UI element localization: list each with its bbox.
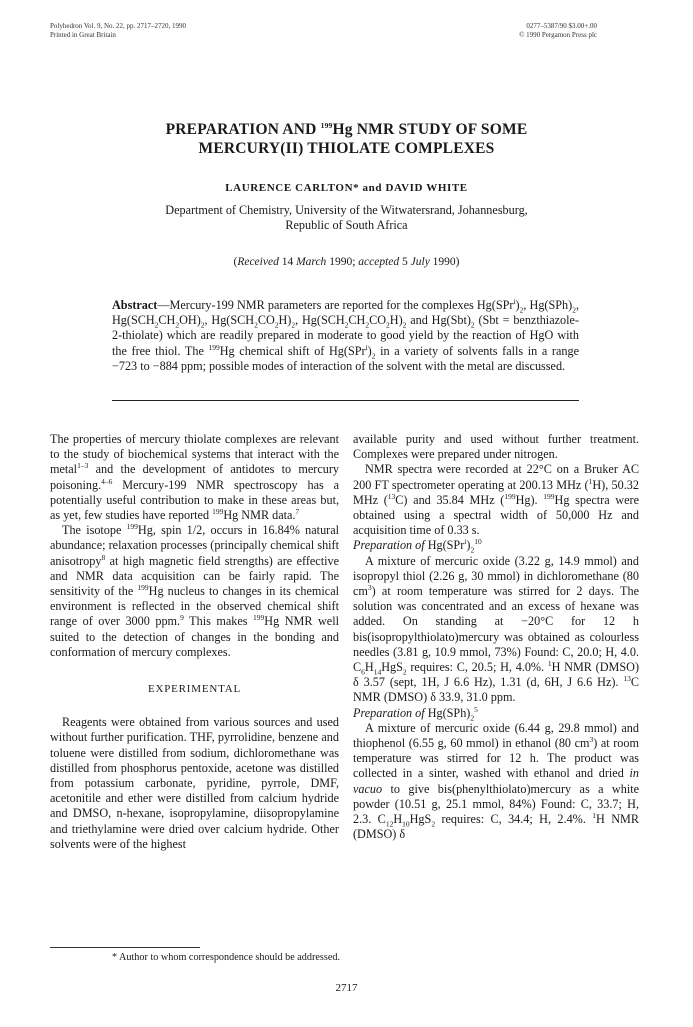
abstract: Abstract—Mercury-199 NMR parameters are reported for the complexes $Hg(SPr^i)_2$, $Hg(SPh)_2$, $Hg(SCH_2CH_2OH)_2$, $Hg(SCH_2CO_2H)_2$, $Hg(SCH_2CH_2CO_2H)_2$ and $Hg(Sbt)_2$ (Sbt = benzthiazole-2-thiolate) which are readily prepared in moderate to good yield by the reaction of HgO with the free thiol. The $^{199}$Hg chemical shift of $Hg(SPr^i)_2$ in a variety of solvents falls in a range −723 to −884 ppm; possible modes of interaction of the solvent with the metal are discussed. [112, 296, 579, 373]
prep-hg-spri-paragraph: A mixture of mercuric oxide (3.22 g, 14.9 mmol) and isopropyl thiol (2.26 g, 30 mmol) in dichloromethane (80 $cm^3$) at room temperature was stirred for 2 days. The solution was concentrated and an excess of hexane was added. On standing at −20°C for 12 h bis(isopropylthiolato)mercury was obtained as colourless needles (3.81 g, 10.9 mmol, 73%) Found: C, 20.0; H, 4.0. $C_6H_{14}HgS_2$ requires: C, 20.5; H, 4.0%. $^1$H NMR (DMSO) δ 3.57 (sept, 1H, J 6.6 Hz), 1.31 (d, 6H, J 6.6 Hz). $^{13}$C NMR (DMSO) δ 33.9, 31.0 ppm. [353, 553, 640, 705]
nmr-paragraph: NMR spectra were recorded at 22°C on a Bruker AC 200 FT spectrometer operating at 200.13 MHz ($^1$H), 50.32 MHz ($^{13}$C) and 35.84 MHz ($^{199}$Hg). $^{199}$Hg spectra were obtained using a spectral width of 50,000 Hz and acquisition time of 0.33 s. [353, 462, 639, 538]
abstract-divider [112, 400, 579, 401]
copyright-note: © 1990 Pergamon Press plc [519, 31, 597, 39]
authors: LAURENCE CARLTON* and DAVID WHITE [225, 182, 468, 194]
article-code: 0277–5387/90 $3.00+.00 [526, 22, 597, 30]
intro-paragraph-1: The properties of mercury thiolate complexes are relevant to the study of biochemical systems that interact with the metal$^{1-3}$ and the development of antidotes to mercury poisoning.$^{4-6}$ Mercury-199 NMR spectroscopy has a potentially useful contribution to make in these areas but, as yet, few studies have reported $^{199}$Hg NMR data.$^7$ [50, 432, 339, 523]
journal-citation: Polyhedron Vol. 9, No. 22, pp. 2717–2720, 1990 [50, 22, 187, 30]
received-dates: (Received 14 March 1990; accepted 5 July 1990) [233, 256, 460, 268]
subheading-hg-spri: Preparation of $Hg(SPr^i)_2^{10}$ [353, 537, 482, 555]
abstract-label: Abstract [112, 298, 158, 312]
journal-header-left [50, 22, 186, 40]
intro-paragraph-2: The isotope $^{199}$Hg, spin 1/2, occurs in 16.84% natural abundance; relaxation processes (principally chemical shift anisotropy$^8$ at high magnetic field strengths) are effective and NMR data acquisition can be fairly rapid. The sensitivity of the $^{199}$Hg nucleus to changes in its chemical environment is reflected in the observed chemical shift range of over 3000 ppm.$^9$ This makes $^{199}$Hg NMR well suited to the detection of changes in the bonding and conformation of mercury complexes. [50, 522, 340, 659]
experimental-paragraph: Reagents were obtained from various sources and used without further purification. THF, pyrrolidine, benzene and toluene were distilled from sodium, dichloromethane was distilled from phosphorus pentoxide, acetone was distilled from potassium carbonate, pyridine, pyrrole, DMF, acetonitile and ether were distilled from calcium hydride and DMSO, n-hexane, isopropylamine, diisopropylamine and triethylamine were dried over calcium hydride. Other solvents were of the highest [50, 715, 339, 851]
paper-title: PREPARATION AND $^{199}$Hg NMR STUDY OF SOME MERCURY(II) THIOLATE COMPLEXES [165, 120, 528, 157]
page-number: 2717 [335, 982, 358, 994]
printed-note: Printed in Great Britain [50, 31, 116, 39]
left-column [50, 432, 339, 852]
footnote-divider [50, 947, 200, 948]
prep-hg-sph-paragraph: A mixture of mercuric oxide (6.44 g, 29.8 mmol) and thiophenol (6.55 g, 60 mmol) in ethanol (80 $cm^3$) at room temperature was stirred for 12 h. The product was collected in a sinter, washed with ethanol and dried in vacuo to give bis(phenylthiolato)mercury as a white powder (10.51 g, 25.1 mmol, 84%) Found: C, 33.7; H, 2.3. $C_{12}H_{10}HgS_2$ requires: C, 34.4; H, 2.4%. $^1$H NMR (DMSO) δ [353, 720, 639, 842]
reagents-continued: available purity and used without further treatment. Complexes were prepared under nitrogen. [353, 432, 639, 462]
subheading-hg-sph: Preparation of $Hg(SPh)_2^5$ [353, 704, 478, 723]
section-heading-experimental: EXPERIMENTAL [147, 683, 242, 696]
affiliation: Department of Chemistry, University of the Witwatersrand, Johannesburg, Republic of South Africa [165, 203, 528, 232]
journal-header-right [519, 22, 597, 40]
right-column [353, 432, 639, 842]
footnote: * Author to whom correspondence should be addressed. [111, 952, 340, 963]
